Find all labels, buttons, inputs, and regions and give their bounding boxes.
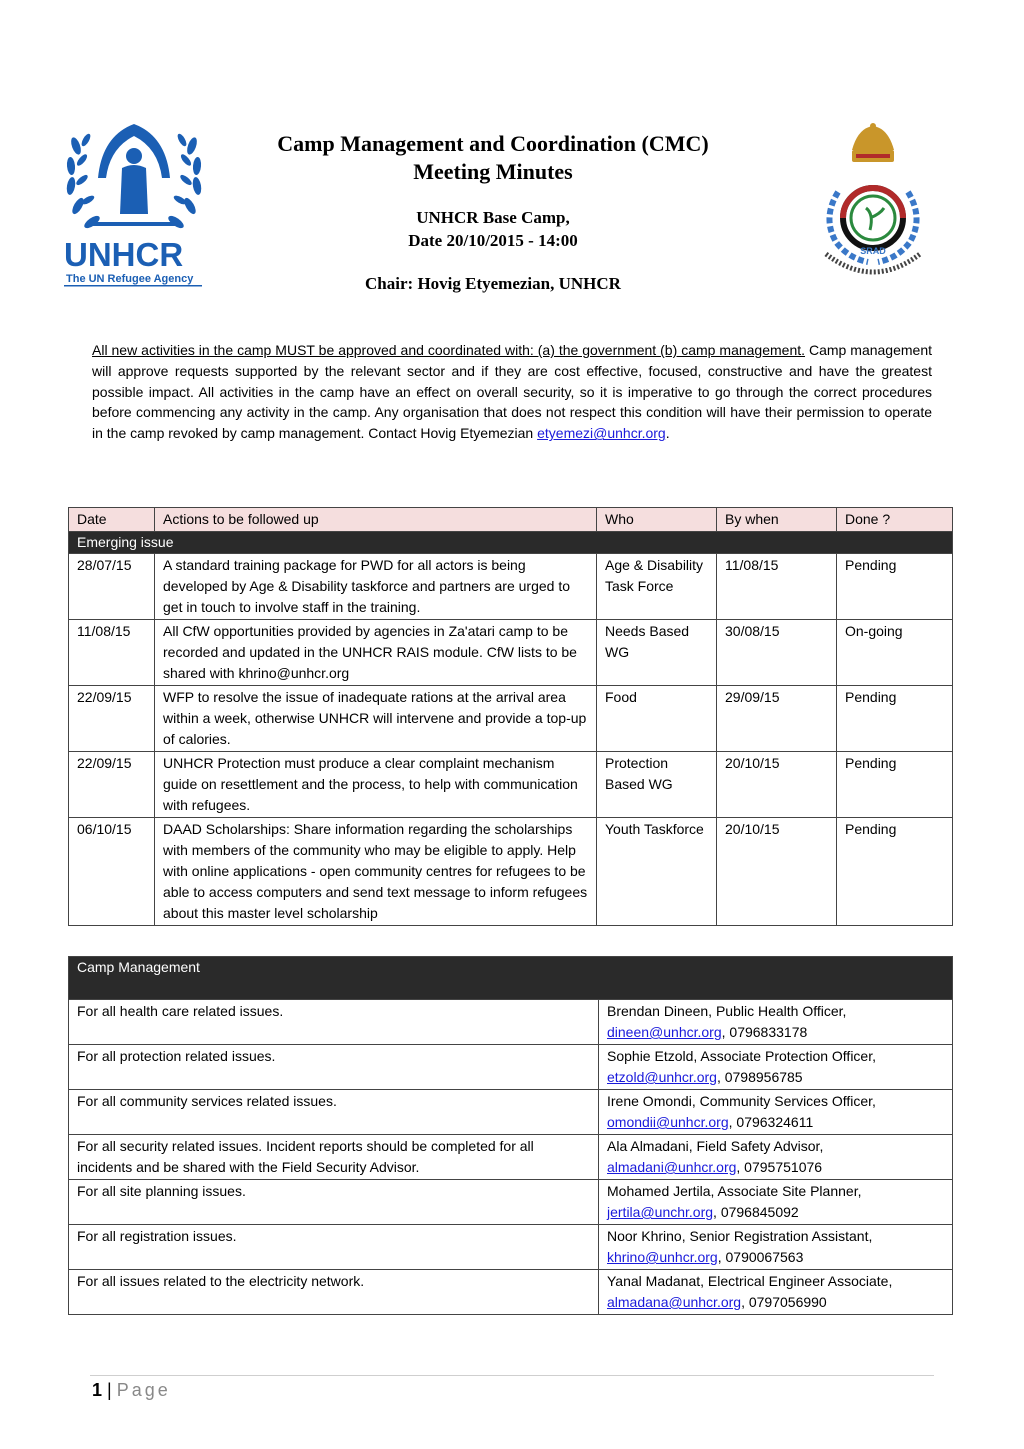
meeting-location: UNHCR Base Camp, — [416, 208, 570, 227]
contact-email-link[interactable]: almadana@unhcr.org — [607, 1294, 742, 1310]
contact-name: Brendan Dineen, Public Health Officer, — [607, 1003, 847, 1019]
contact-topic: For all community services related issues. — [69, 1090, 599, 1135]
contact-name: Yanal Madanat, Electrical Engineer Associate, — [607, 1273, 893, 1289]
row-action: UNHCR Protection must produce a clear complaint mechanism guide on resettlement and the process, to help with communication with refugees. — [155, 752, 597, 818]
contact-phone: , 0795751076 — [736, 1159, 823, 1175]
row-who: Food — [597, 686, 717, 752]
section-emerging-issue: Emerging issue — [69, 532, 953, 554]
contact-cell — [599, 1225, 953, 1270]
table-row — [69, 554, 953, 620]
row-who: Age & Disability Task Force — [597, 554, 717, 620]
row-date: 11/08/15 — [69, 620, 155, 686]
row-by-when: 20/10/15 — [717, 818, 837, 926]
contact-email-link[interactable]: etyemezi@unhcr.org — [537, 425, 666, 442]
contact-topic: For all site planning issues. — [69, 1180, 599, 1225]
actions-header-row — [69, 508, 953, 532]
intro-paragraph — [92, 340, 932, 444]
contact-topic: For all issues related to the electricity network. — [69, 1270, 599, 1315]
row-who: Needs Based WG — [597, 620, 717, 686]
row-date: 22/09/15 — [69, 686, 155, 752]
footer-divider — [90, 1375, 934, 1376]
contact-name: Mohamed Jertila, Associate Site Planner, — [607, 1183, 862, 1199]
row-status: On-going — [837, 620, 953, 686]
contact-name: Ala Almadani, Field Safety Advisor, — [607, 1138, 824, 1154]
contact-phone: , 0798956785 — [716, 1069, 803, 1085]
page-footer — [92, 1380, 171, 1401]
page-separator: | — [102, 1380, 117, 1400]
table-row — [69, 1090, 953, 1135]
intro-end: . — [665, 425, 670, 442]
table-row — [69, 686, 953, 752]
meeting-chair: Chair: Hovig Etyemezian, UNHCR — [365, 274, 621, 293]
header-by-when: By when — [717, 508, 837, 532]
header-who: Who — [597, 508, 717, 532]
contact-email-link[interactable]: jertila@unchr.org — [607, 1204, 714, 1220]
contact-name: Sophie Etzold, Associate Protection Officer, — [607, 1048, 877, 1064]
contact-topic: For all health care related issues. — [69, 1000, 599, 1045]
page-number: 1 — [92, 1380, 103, 1400]
row-action: DAAD Scholarships: Share information regarding the scholarships with members of the community who may be eligible to apply. Help with online applications - open community centres for refugees to be able to access computers and send text message to inform refugees about this master level scholarship — [155, 818, 597, 926]
row-date: 28/07/15 — [69, 554, 155, 620]
table-row — [69, 1225, 953, 1270]
section-row — [69, 957, 953, 1000]
row-action: A standard training package for PWD for all actors is being developed by Age & Disability taskforce and partners are urged to get in touch to involve staff in the training. — [155, 554, 597, 620]
contact-topic: For all security related issues. Incident reports should be completed for all incidents and be shared with the Field Security Advisor. — [69, 1135, 599, 1180]
row-who: Protection Based WG — [597, 752, 717, 818]
header-date: Date — [69, 508, 155, 532]
section-row — [69, 532, 953, 554]
contact-topic: For all protection related issues. — [69, 1045, 599, 1090]
header-action: Actions to be followed up — [155, 508, 597, 532]
row-status: Pending — [837, 554, 953, 620]
document-subtitle: Meeting Minutes — [413, 159, 573, 184]
row-by-when: 29/09/15 — [717, 686, 837, 752]
intro-first-sentence: All new activities in the camp MUST be approved and coordinated with: (a) the government (b) camp management. — [92, 342, 806, 358]
contact-phone: , 0796324611 — [728, 1114, 814, 1130]
unhcr-tagline: The UN Refugee Agency — [66, 273, 194, 285]
table-row — [69, 1135, 953, 1180]
row-by-when: 30/08/15 — [717, 620, 837, 686]
table-row — [69, 818, 953, 926]
contact-cell — [599, 1180, 953, 1225]
contact-name: Noor Khrino, Senior Registration Assistant, — [607, 1228, 873, 1244]
table-row — [69, 1000, 953, 1045]
row-status: Pending — [837, 818, 953, 926]
contact-email-link[interactable]: omondii@unhcr.org — [607, 1114, 729, 1130]
contact-cell — [599, 1270, 953, 1315]
row-who: Youth Taskforce — [597, 818, 717, 926]
contact-cell — [599, 1135, 953, 1180]
row-status: Pending — [837, 752, 953, 818]
contact-phone: , 0797056990 — [741, 1294, 827, 1310]
contacts-table — [68, 956, 953, 1315]
section-camp-management: Camp Management — [69, 957, 953, 1000]
contact-email-link[interactable]: khrino@unhcr.org — [607, 1249, 718, 1265]
contact-cell — [599, 1090, 953, 1135]
row-status: Pending — [837, 686, 953, 752]
table-row — [69, 1180, 953, 1225]
row-date: 06/10/15 — [69, 818, 155, 926]
row-date: 22/09/15 — [69, 752, 155, 818]
contact-phone: , 0790067563 — [717, 1249, 804, 1265]
table-row — [69, 1270, 953, 1315]
intro-body: Camp management will approve requests supported by the relevant sector and if they are cost effective, focused, constructive and have the greatest possible impact. All activities in the camp have an effect on overall security, so it is imperative to go through the correct procedures before commencing any activity in the camp. Any organisation that does not respect this condition will have their permission to operate in the camp revoked by camp management. Contact Hovig Etyemezian — [92, 342, 933, 442]
srad-text: SRAD — [860, 246, 886, 256]
contact-email-link[interactable]: etzold@unhcr.org — [607, 1069, 717, 1085]
row-action: WFP to resolve the issue of inadequate rations at the arrival area within a week, otherwise UNHCR will intervene and provide a top-up of calories. — [155, 686, 597, 752]
contact-name: Irene Omondi, Community Services Officer, — [607, 1093, 876, 1109]
document-title: Camp Management and Coordination (CMC) — [277, 131, 709, 156]
actions-table — [68, 507, 953, 926]
contact-phone: , 0796845092 — [713, 1204, 799, 1220]
srad-emblem-icon — [808, 122, 938, 282]
contact-cell — [599, 1045, 953, 1090]
contact-email-link[interactable]: dineen@unhcr.org — [607, 1024, 722, 1040]
row-by-when: 11/08/15 — [717, 554, 837, 620]
table-row — [69, 620, 953, 686]
meeting-date: Date 20/10/2015 - 14:00 — [408, 231, 578, 250]
contact-cell — [599, 1000, 953, 1045]
row-action: All CfW opportunities provided by agencies in Za'atari camp to be recorded and updated in the UNHCR RAIS module. CfW lists to be shared with khrino@unhcr.org — [155, 620, 597, 686]
unhcr-logo-text: UNHCR — [64, 236, 184, 273]
row-by-when: 20/10/15 — [717, 752, 837, 818]
contact-phone: , 0796833178 — [721, 1024, 808, 1040]
unhcr-logo-icon — [62, 118, 206, 290]
contact-email-link[interactable]: almadani@unhcr.org — [607, 1159, 737, 1175]
contact-topic: For all registration issues. — [69, 1225, 599, 1270]
table-row — [69, 1045, 953, 1090]
table-row — [69, 752, 953, 818]
header-done: Done ? — [837, 508, 953, 532]
page-label: Page — [116, 1380, 171, 1400]
